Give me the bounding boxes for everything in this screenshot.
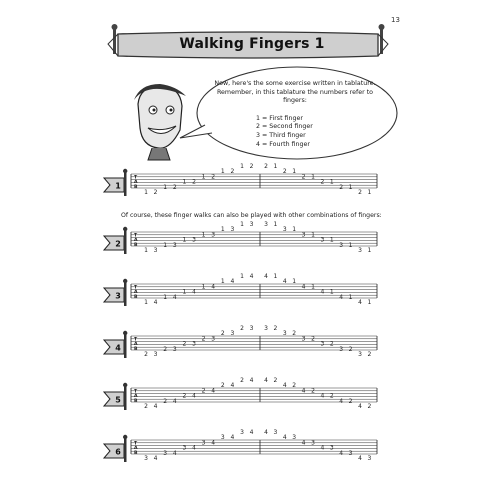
tab-exercise <box>104 221 377 254</box>
fret-number: 1 <box>329 288 334 296</box>
fret-number: 2 <box>163 345 168 353</box>
fret-number: 1 <box>240 221 244 228</box>
fret-number: 4 <box>358 403 362 410</box>
exercise-number: 1 <box>115 181 121 191</box>
fret-number: 3 <box>230 226 235 234</box>
fret-number: 2 <box>329 340 334 348</box>
tab-letter: T <box>134 233 138 239</box>
fret-number: 3 <box>358 247 362 254</box>
fret-number: 4 <box>249 429 254 436</box>
fret-number: 3 <box>163 449 168 457</box>
fret-number: 2 <box>201 335 206 343</box>
fret-number: 1 <box>163 293 168 301</box>
fret-number: 4 <box>320 444 325 452</box>
fret-number: 4 <box>264 429 268 436</box>
fret-number: 4 <box>282 278 287 286</box>
fret-number: 2 <box>249 163 254 170</box>
fret-number: 2 <box>240 377 244 384</box>
fret-number: 4 <box>230 434 235 442</box>
fret-number: 1 <box>182 288 187 296</box>
fret-number: 1 <box>182 178 187 186</box>
fret-number: 3 <box>320 236 325 244</box>
flag-marker-icon <box>104 169 127 196</box>
fret-number: 1 <box>201 283 206 291</box>
fret-number: 1 <box>311 231 315 239</box>
fret-number: 3 <box>320 340 325 348</box>
fret-number: 4 <box>282 382 287 390</box>
finger-legend-item: 1 = First finger <box>256 114 303 122</box>
fret-number: 1 <box>311 283 315 291</box>
tab-letter: A <box>134 238 138 244</box>
fret-number: 2 <box>282 168 287 176</box>
fret-number: 2 <box>144 403 148 410</box>
fret-number: 4 <box>153 299 158 306</box>
fret-number: 1 <box>182 236 187 244</box>
fret-number: 1 <box>240 273 244 280</box>
tab-letter: A <box>134 446 138 452</box>
fret-number: 4 <box>230 382 235 390</box>
fret-number: 1 <box>329 178 334 186</box>
tab-exercise <box>104 377 377 410</box>
fret-number: 4 <box>172 293 177 301</box>
fret-number: 4 <box>192 444 196 452</box>
fret-number: 2 <box>367 351 372 358</box>
fret-number: 3 <box>273 429 278 436</box>
fret-number: 1 <box>292 278 297 286</box>
fret-number: 2 <box>201 387 206 395</box>
fret-number: 2 <box>273 377 278 384</box>
fret-number: 3 <box>301 231 306 239</box>
fret-number: 4 <box>264 377 268 384</box>
fret-number: 1 <box>273 221 278 228</box>
fret-number: 1 <box>292 226 297 234</box>
tab-letter: B <box>134 450 138 456</box>
fret-number: 4 <box>153 455 158 462</box>
fret-number: 4 <box>249 377 254 384</box>
finger-legend-item: 3 = Third finger <box>256 131 306 139</box>
fret-number: 2 <box>220 382 225 390</box>
fret-number: 3 <box>282 226 287 234</box>
fret-number: 1 <box>144 247 148 254</box>
exercise-number: 6 <box>115 447 121 457</box>
fret-number: 2 <box>339 183 344 191</box>
fret-number: 2 <box>220 330 225 338</box>
fret-number: 4 <box>339 397 344 405</box>
fret-number: 3 <box>311 439 315 447</box>
fret-number: 1 <box>201 173 206 181</box>
flag-marker-icon <box>104 279 127 306</box>
tab-letter: B <box>134 242 138 248</box>
fret-number: 4 <box>249 273 254 280</box>
fret-number: 2 <box>311 335 315 343</box>
fret-number: 2 <box>192 178 196 186</box>
fret-number: 2 <box>367 403 372 410</box>
tab-letter: T <box>134 389 138 395</box>
fret-number: 3 <box>201 439 206 447</box>
fret-number: 3 <box>153 247 158 254</box>
fret-number: 3 <box>358 351 362 358</box>
fret-number: 4 <box>172 449 177 457</box>
fret-number: 4 <box>339 449 344 457</box>
fret-number: 4 <box>339 293 344 301</box>
fret-number: 1 <box>292 168 297 176</box>
fret-number: 4 <box>172 397 177 405</box>
tab-letter: B <box>134 398 138 404</box>
exercise-number: 3 <box>115 291 121 301</box>
fret-number: 3 <box>240 429 244 436</box>
tab-letter: A <box>134 394 138 400</box>
tab-letter: A <box>134 342 138 348</box>
fret-number: 3 <box>339 345 344 353</box>
fret-number: 2 <box>163 397 168 405</box>
fret-number: 3 <box>282 330 287 338</box>
fret-number: 4 <box>230 278 235 286</box>
exercise-number: 5 <box>115 395 121 405</box>
fret-number: 1 <box>367 189 372 196</box>
fret-number: 1 <box>220 226 225 234</box>
fret-number: 2 <box>182 392 187 400</box>
page-number: 13 <box>391 16 400 24</box>
fret-number: 2 <box>329 392 334 400</box>
tab-letter: T <box>134 285 138 291</box>
fret-number: 3 <box>172 345 177 353</box>
tab-letter: T <box>134 441 138 447</box>
fret-number: 2 <box>292 382 297 390</box>
fret-number: 2 <box>240 325 244 332</box>
fret-number: 2 <box>320 178 325 186</box>
tab-letter: B <box>134 346 138 352</box>
fret-number: 3 <box>264 325 268 332</box>
fret-number: 1 <box>367 299 372 306</box>
fret-number: 2 <box>264 163 268 170</box>
tab-exercise <box>104 429 377 462</box>
finger-legend-item: 4 = Fourth finger <box>256 140 310 148</box>
fret-number: 1 <box>348 183 353 191</box>
intro-text: Now, here's the some exercise written in tablature. Remember, in this tablature the numbers refer to fingers: <box>214 80 376 105</box>
fret-number: 1 <box>348 241 353 249</box>
fret-number: 1 <box>220 168 225 176</box>
tab-letter: T <box>134 337 138 343</box>
fret-number: 4 <box>211 387 216 395</box>
fret-number: 2 <box>348 397 353 405</box>
fret-number: 2 <box>211 173 216 181</box>
fret-number: 4 <box>282 434 287 442</box>
fret-number: 3 <box>182 444 187 452</box>
flag-marker-icon <box>104 435 127 462</box>
flag-marker-icon <box>104 383 127 410</box>
fret-number: 4 <box>301 283 306 291</box>
fret-number: 3 <box>339 241 344 249</box>
fret-number: 4 <box>358 455 362 462</box>
fret-number: 3 <box>264 221 268 228</box>
fret-number: 3 <box>192 236 196 244</box>
fret-number: 3 <box>172 241 177 249</box>
fret-number: 4 <box>358 299 362 306</box>
fret-number: 3 <box>230 330 235 338</box>
fret-number: 2 <box>292 330 297 338</box>
fret-number: 3 <box>144 455 148 462</box>
fret-number: 4 <box>301 439 306 447</box>
fret-number: 3 <box>249 325 254 332</box>
tab-letter: A <box>134 180 138 186</box>
fret-number: 4 <box>192 288 196 296</box>
fret-number: 3 <box>220 434 225 442</box>
fret-number: 1 <box>220 278 225 286</box>
fret-number: 1 <box>240 163 244 170</box>
tab-letter: B <box>134 294 138 300</box>
fret-number: 1 <box>273 273 278 280</box>
page-title: Walking Fingers 1 <box>179 36 325 52</box>
fret-number: 4 <box>320 288 325 296</box>
tab-exercise <box>104 273 377 306</box>
fret-number: 2 <box>301 173 306 181</box>
fret-number: 2 <box>182 340 187 348</box>
finger-legend-item: 2 = Second finger <box>256 123 313 131</box>
fret-number: 4 <box>320 392 325 400</box>
fret-number: 4 <box>264 273 268 280</box>
fret-number: 2 <box>273 325 278 332</box>
flag-marker-icon <box>104 227 127 254</box>
fret-number: 1 <box>201 231 206 239</box>
fret-number: 2 <box>348 345 353 353</box>
fret-number: 1 <box>273 163 278 170</box>
fret-number: 3 <box>211 231 216 239</box>
fret-number: 2 <box>230 168 235 176</box>
fret-number: 3 <box>329 444 334 452</box>
fret-number: 3 <box>249 221 254 228</box>
fret-number: 4 <box>211 283 216 291</box>
fret-number: 1 <box>348 293 353 301</box>
fret-number: 1 <box>329 236 334 244</box>
exercise-number: 4 <box>115 343 121 353</box>
fret-number: 2 <box>144 351 148 358</box>
fret-number: 4 <box>301 387 306 395</box>
fret-number: 1 <box>163 183 168 191</box>
tab-letter: B <box>134 184 138 190</box>
fret-number: 3 <box>153 351 158 358</box>
fret-number: 2 <box>153 189 158 196</box>
tab-letter: A <box>134 290 138 296</box>
fret-number: 2 <box>358 189 362 196</box>
flag-marker-icon <box>104 331 127 358</box>
fret-number: 1 <box>367 247 372 254</box>
tab-exercise <box>104 325 377 358</box>
fret-number: 3 <box>211 335 216 343</box>
fret-number: 3 <box>192 340 196 348</box>
fret-number: 3 <box>367 455 372 462</box>
fret-number: 2 <box>172 183 177 191</box>
caption-text: Of course, these finger walks can also be played with other combinations of fingers: <box>121 212 382 219</box>
tab-letter: T <box>134 175 138 181</box>
fret-number: 3 <box>292 434 297 442</box>
fret-number: 1 <box>144 189 148 196</box>
exercise-number: 2 <box>115 239 121 249</box>
fret-number: 3 <box>348 449 353 457</box>
fret-number: 4 <box>211 439 216 447</box>
fret-number: 1 <box>144 299 148 306</box>
fret-number: 1 <box>311 173 315 181</box>
fret-number: 4 <box>192 392 196 400</box>
tab-exercise <box>104 163 377 196</box>
fret-number: 3 <box>301 335 306 343</box>
fret-number: 2 <box>311 387 315 395</box>
fret-number: 1 <box>163 241 168 249</box>
fret-number: 4 <box>153 403 158 410</box>
